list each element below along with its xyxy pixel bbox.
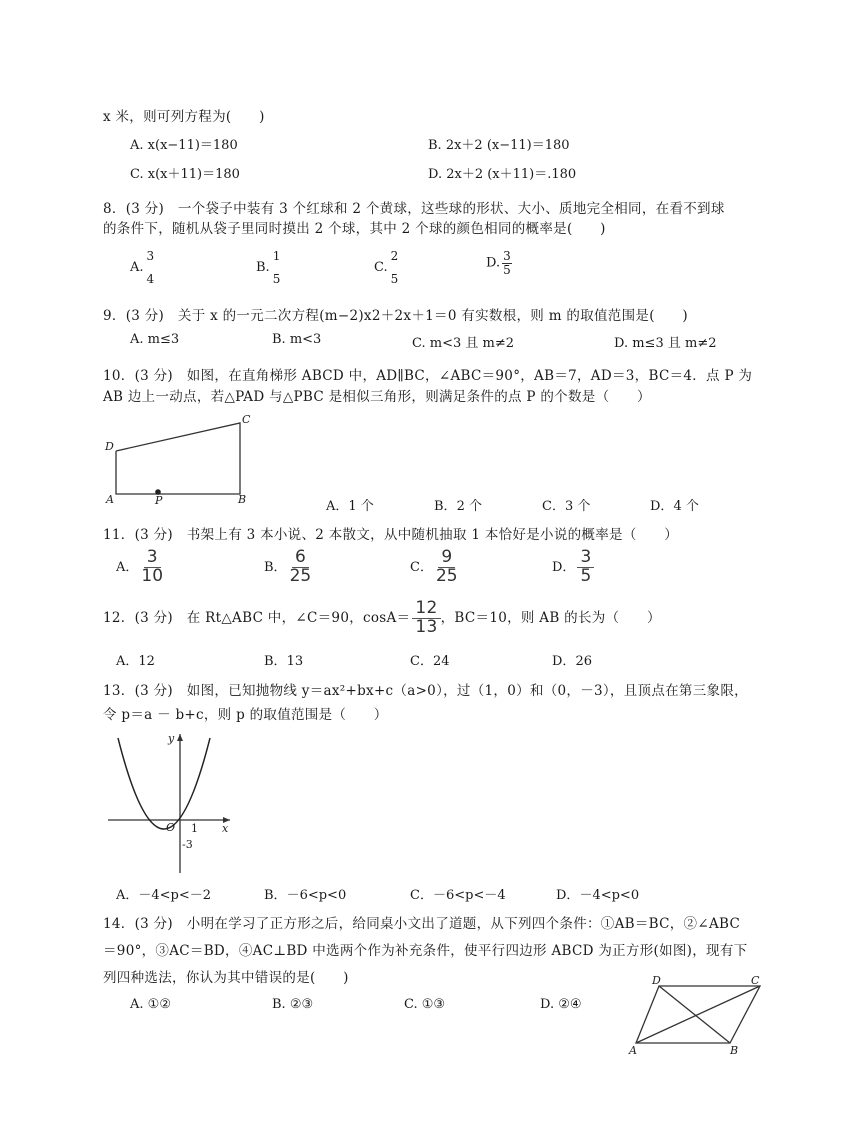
q11-option-a[interactable]: A． $\frac{3}{10}$ [116,547,164,586]
q10-label-d: D [105,440,114,453]
q8-stem-line1: 8．(3 分) 一个袋子中装有 3 个红球和 2 个黄球，这些球的形状、大小、质地完全相同，在看不到球 [103,201,725,217]
q13-option-c[interactable]: C．－6<p<－4 [410,888,506,903]
q14-stem-line2: ＝90°，③AC＝BD，④AC⊥BD 中选两个作为补充条件，使平行四边形 ABCD 为正方形(如图)，现有下 [103,943,748,959]
q8-option-a[interactable]: A. 3 4 [130,249,155,286]
q14-option-c[interactable]: C. ①③ [404,997,446,1012]
q7-option-c[interactable]: C. x(x＋11)＝180 [130,167,240,182]
q7-option-a[interactable]: A. x(x−11)＝180 [130,138,238,153]
q10-option-c[interactable]: C．3 个 [542,499,591,514]
q11-option-d[interactable]: D． $\frac{3}{5}$ [552,549,594,586]
q8-option-b[interactable]: B. 1 5 [256,249,281,286]
q10-label-b: B [238,493,247,505]
q14-option-a[interactable]: A. ①② [130,997,171,1012]
q13-label-x: x [222,822,229,835]
q13-option-d[interactable]: D．－4<p<0 [556,888,640,903]
q12-option-b[interactable]: B．13 [264,654,304,669]
q14-label-c: C [751,974,760,987]
q13-parabola-figure [100,728,240,878]
q14-label-b: B [730,1044,739,1057]
q11-stem: 11．(3 分) 书架上有 3 本小说、2 本散文，从中随机抽取 1 本恰好是小说的概率是（ ） [103,527,679,543]
q10-label-p: P [155,494,163,505]
q10-option-b[interactable]: B．2 个 [434,499,482,514]
q14-stem-line3: 列四种选法，你认为其中错误的是( ) [103,970,349,986]
q13-label-origin: O [166,821,176,834]
q10-option-d[interactable]: D．4 个 [650,499,699,514]
q9-option-a[interactable]: A. m≤3 [130,332,180,347]
q14-option-b[interactable]: B. ②③ [272,997,314,1012]
q10-stem-line1: 10．(3 分) 如图，在直角梯形 ABCD 中，AD∥BC，∠ABC＝90°，AB＝7，AD＝3，BC＝4．点 P 为 [103,368,753,384]
q12-option-d[interactable]: D．26 [552,654,592,669]
q14-stem-line1: 14．(3 分) 小明在学习了正方形之后，给同桌小文出了道题，从下列四个条件：①AB＝BC，②∠ABC [103,916,741,932]
q13-label-neg3: -3 [182,838,193,851]
q7-option-b[interactable]: B. 2x＋2 (x−11)＝180 [428,138,570,153]
q10-label-c: C [242,413,251,426]
q10-option-a[interactable]: A．1 个 [326,499,374,514]
q13-stem-line2: 令 p＝a － b+c，则 p 的取值范围是（ ） [103,707,388,723]
q10-label-a: A [106,493,114,505]
q7-option-d[interactable]: D. 2x＋2 (x＋11)＝.180 [428,167,577,182]
q14-parallelogram-figure [624,972,774,1057]
q12-option-c[interactable]: C．24 [410,654,450,669]
q13-stem-line1: 13．(3 分) 如图，已知抛物线 y＝ax²+bx+c（a>0），过（1，0）和（0，－3），且顶点在第三象限， [103,683,748,699]
q9-option-b[interactable]: B. m<3 [272,332,322,347]
q14-label-a: A [629,1044,637,1057]
q14-label-d: D [652,974,661,987]
q13-option-a[interactable]: A．－4<p<－2 [116,888,212,903]
q11-option-b[interactable]: B． $\frac{6}{25}$ [264,547,312,586]
q10-stem-line2: AB 边上一动点，若△PAD 与△PBC 是相似三角形，则满足条件的点 P 的个数是（ ） [103,389,651,405]
q10-trapezoid-figure [100,410,260,505]
q8-option-c[interactable]: C. 2 5 [374,249,399,286]
q11-option-c[interactable]: C． $\frac{9}{25}$ [410,547,458,586]
q13-label-one: 1 [191,822,198,835]
q8-option-d[interactable]: D. $\frac{3}{5}$ [486,249,511,277]
q9-option-c[interactable]: C. m<3 且 m≠2 [412,336,515,351]
q12-option-a[interactable]: A．12 [116,654,155,669]
q7-stem-tail: x 米，则可列方程为( ) [103,109,265,125]
q14-option-d[interactable]: D. ②④ [540,997,582,1012]
q13-option-b[interactable]: B．－6<p<0 [264,888,347,903]
q8-stem-line2: 的条件下，随机从袋子里同时摸出 2 个球，其中 2 个球的颜色相同的概率是( ) [103,221,606,237]
q9-stem: 9．(3 分) 关于 x 的一元二次方程(m−2)x2＋2x＋1＝0 有实数根，则 m 的取值范围是( ) [103,308,688,324]
q13-label-y: y [168,732,175,745]
q9-option-d[interactable]: D. m≤3 且 m≠2 [614,336,717,351]
q12-stem: 12．(3 分) 在 Rt△ABC 中，∠C＝90，cosA＝ $\frac{12}{13}$ ，BC＝10，则 AB 的长为（ ） [103,598,661,637]
